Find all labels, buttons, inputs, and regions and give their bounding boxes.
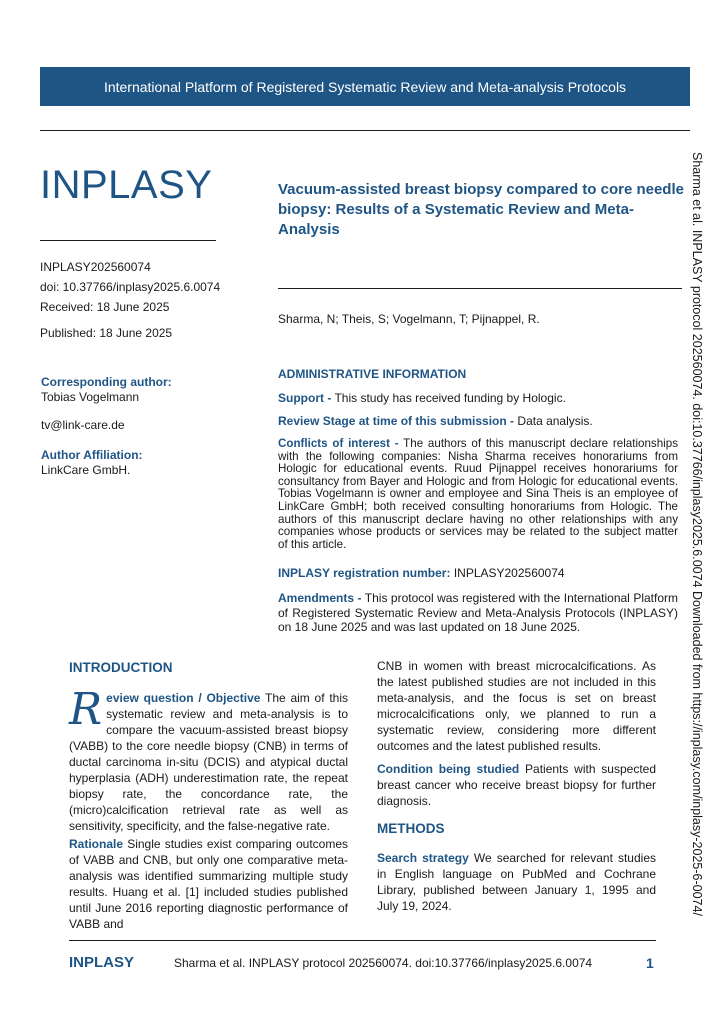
corresponding-author-name: Tobias Vogelmann	[41, 390, 140, 404]
introduction-continued: CNB in women with breast microcalcifications. As the latest published studies are not included in this meta-analysis, and the focus is set on breast microcalcifications only, we planned to run a systematic review, considering more different outcomes and the latest published results.	[377, 659, 656, 753]
sidebar-rule	[40, 240, 216, 241]
corresponding-author-email[interactable]: tv@link-care.de	[41, 418, 125, 432]
article-title: Vacuum-assisted breast biopsy compared to core needle biopsy: Results of a Systematic Review and Meta-Analysis	[278, 181, 684, 238]
condition-text: Patients with suspected breast cancer who receive breast biopsy for further diagnosis.	[377, 762, 656, 808]
affiliation-label: Author Affiliation:	[41, 448, 143, 462]
rationale-label: Rationale	[69, 837, 124, 851]
footer-citation: Sharma et al. INPLASY protocol 202560074. doi:10.37766/inplasy2025.6.0074	[174, 956, 593, 970]
drop-cap: R	[69, 684, 103, 735]
rationale-text: Single studies exist comparing outcomes of VABB and CNB, but only one comparative meta-analysis was identified summarizing multiple study results. Huang et al. [1] included studies published until June 2016 reporting diagnostic performance of VABB and	[69, 837, 348, 931]
condition-paragraph	[377, 761, 656, 809]
conflicts-paragraph	[278, 438, 678, 551]
page-number: 1	[646, 955, 654, 971]
registration-label: INPLASY registration number:	[278, 566, 451, 580]
received-date: Received: 18 June 2025	[40, 300, 170, 314]
banner-text: International Platform of Registered Systematic Review and Meta-analysis Protocols	[103, 78, 627, 95]
affiliation-value: LinkCare GmbH.	[41, 463, 131, 477]
registration-number: INPLASY202560074	[450, 566, 565, 580]
stage-paragraph	[278, 415, 678, 428]
search-strategy-label: Search strategy	[377, 851, 469, 865]
support-text: This study has received funding by Hologic.	[331, 391, 566, 405]
published-date: Published: 18 June 2025	[40, 326, 173, 340]
conflicts-text: The authors of this manuscript declare relationships with the following companies: Nisha Sharma receives honorariums from Hologic for educational events. Ruud Pijnappel receives honorariums for consultancy from Bayer and Hologic and from Hologic for educational events. Tobias Vogelmann is owner and employee and Sina Theis is an employee of LinkCare GmbH; both received consulting honorariums from Hologic. The authors of this manuscript declare having no other relationships with any companies whose products or services may be related to the subject matter of this article.	[278, 437, 678, 551]
title-rule	[278, 288, 682, 289]
protocol-id: INPLASY202560074	[40, 260, 151, 274]
review-question-label: eview question / Objective	[106, 691, 261, 705]
review-question-text: The aim of this systematic review and meta-analysis is to compare the vacuum-assisted breast biopsy (VABB) to the core needle biopsy (CNB) in terms of ductal carcinoma in-situ (DCIS) and atypical ductal hyperplasia (ADH) underestimation rate, the repeat biopsy rate, the concordance rate, the (micro)calcification retrieval rate as well as sensitivity, specificity, and the false-negative rate.	[69, 691, 348, 833]
methods-heading: METHODS	[377, 821, 445, 836]
author-list: Sharma, N; Theis, S; Vogelmann, T; Pijnappel, R.	[278, 312, 540, 326]
amendments-paragraph	[278, 591, 678, 635]
header-banner	[40, 67, 690, 106]
condition-label: Condition being studied	[377, 762, 520, 776]
registration-paragraph	[278, 567, 678, 580]
review-question-paragraph	[69, 684, 348, 834]
support-paragraph	[278, 392, 678, 405]
stage-label: Review Stage at time of this submission -	[278, 414, 515, 428]
doi-text: doi: 10.37766/inplasy2025.6.0074	[40, 280, 221, 294]
support-label: Support -	[278, 391, 332, 405]
conflicts-label: Conflicts of interest -	[278, 437, 399, 450]
journal-logo: INPLASY	[40, 163, 213, 207]
vertical-download-note: Sharma et al. INPLASY protocol 202560074. doi:10.37766/inplasy2025.6.0074 Downloaded from https://inplasy.com/inplasy-2025-6-0074/	[690, 152, 704, 916]
search-strategy-text: We searched for relevant studies in English language on PubMed and Cochrane Library, published between January 1, 1995 and July 19, 2024.	[377, 851, 656, 913]
footer-brand: INPLASY	[69, 954, 135, 971]
corresponding-author-label: Corresponding author:	[41, 375, 172, 389]
rationale-paragraph	[69, 836, 348, 932]
header-rule	[40, 130, 690, 131]
search-strategy-paragraph	[377, 850, 656, 914]
footer-rule	[69, 940, 656, 941]
amendments-label: Amendments -	[278, 591, 362, 605]
introduction-heading: INTRODUCTION	[69, 660, 173, 675]
admin-heading: ADMINISTRATIVE INFORMATION	[278, 367, 467, 381]
amendments-text: This protocol was registered with the International Platform of Registered Systematic Review and Meta-Analysis Protocols (INPLASY) on 18 June 2025 and was last updated on 18 June 2025.	[278, 591, 678, 634]
stage-text: Data analysis.	[514, 414, 593, 428]
